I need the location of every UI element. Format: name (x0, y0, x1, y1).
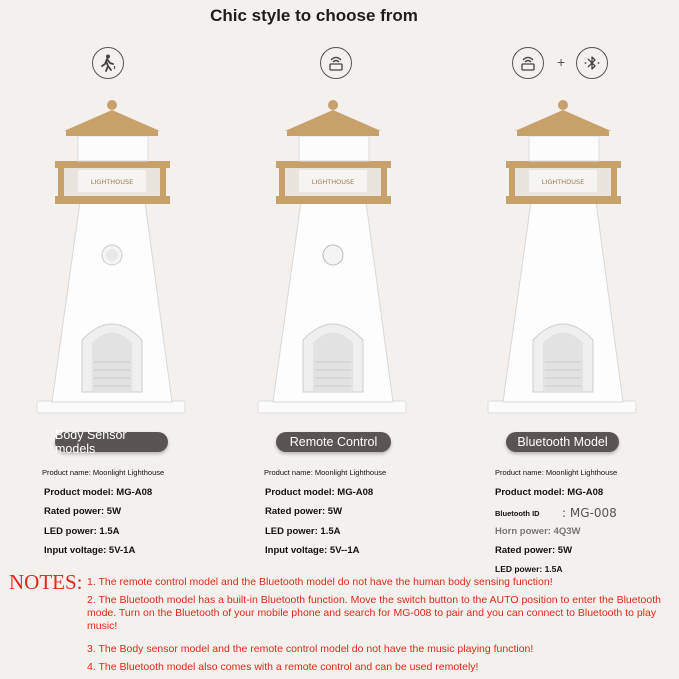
horn-power: Horn power: 4Q3W (495, 526, 581, 537)
bluetooth-id-value: : MG-008 (562, 506, 617, 520)
lighthouse-label: LIGHTHOUSE (311, 178, 355, 186)
product-name: Product name: Moonlight Lighthouse (495, 468, 618, 477)
product-name: Product name: Moonlight Lighthouse (264, 468, 387, 477)
product-model: Product model: MG-A08 (44, 487, 153, 498)
model-name-badge: Bluetooth Model (506, 432, 619, 452)
page-title: Chic style to choose from (210, 6, 418, 25)
product-model: Product model: MG-A08 (265, 487, 374, 498)
lighthouse-label: LIGHTHOUSE (90, 178, 134, 186)
lighthouse-remote-control-image (220, 0, 446, 420)
note-item: 4. The Bluetooth model also comes with a remote control and can be used remotely! (87, 661, 479, 673)
input-voltage: Input voltage: 5V--1A (265, 545, 360, 556)
notes-label: NOTES: (9, 570, 83, 594)
model-column-bluetooth (450, 0, 676, 574)
product-model: Product model: MG-A08 (495, 487, 604, 498)
note-item: 1. The remote control model and the Bluetooth model do not have the human body sensing function! (87, 576, 553, 588)
model-column-body-sensor (0, 0, 226, 570)
rated-power: Rated power: 5W (495, 545, 573, 556)
led-power: LED power: 1.5A (495, 564, 563, 574)
plus-sign: + (557, 54, 566, 70)
lighthouse-label: LIGHTHOUSE (541, 178, 585, 186)
model-name-badge: Remote Control (276, 432, 391, 452)
bluetooth-id-label: Bluetooth ID (495, 509, 540, 518)
led-power: LED power: 1.5A (44, 526, 120, 537)
model-column-remote-control (220, 0, 446, 570)
lighthouse-body-sensor-image (0, 0, 226, 420)
led-power: LED power: 1.5A (265, 526, 341, 537)
note-item: 2. The Bluetooth model has a built-in Bluetooth function. Move the switch button to the AUTO position to enter the Bluetooth mode. Turn on the Bluetooth of your mobile phone and search for MG-008 to pair and you can connect to Bluetooth to play music! (87, 594, 661, 632)
note-item: 3. The Body sensor model and the remote control model do not have the music playing function! (87, 643, 534, 655)
product-name: Product name: Moonlight Lighthouse (42, 468, 165, 477)
rated-power: Rated power: 5W (44, 506, 122, 517)
input-voltage: Input voltage: 5V-1A (44, 545, 136, 556)
rated-power: Rated power: 5W (265, 506, 343, 517)
model-name-badge: Body Sensor models (55, 432, 168, 452)
lighthouse-bluetooth-image (450, 0, 676, 420)
